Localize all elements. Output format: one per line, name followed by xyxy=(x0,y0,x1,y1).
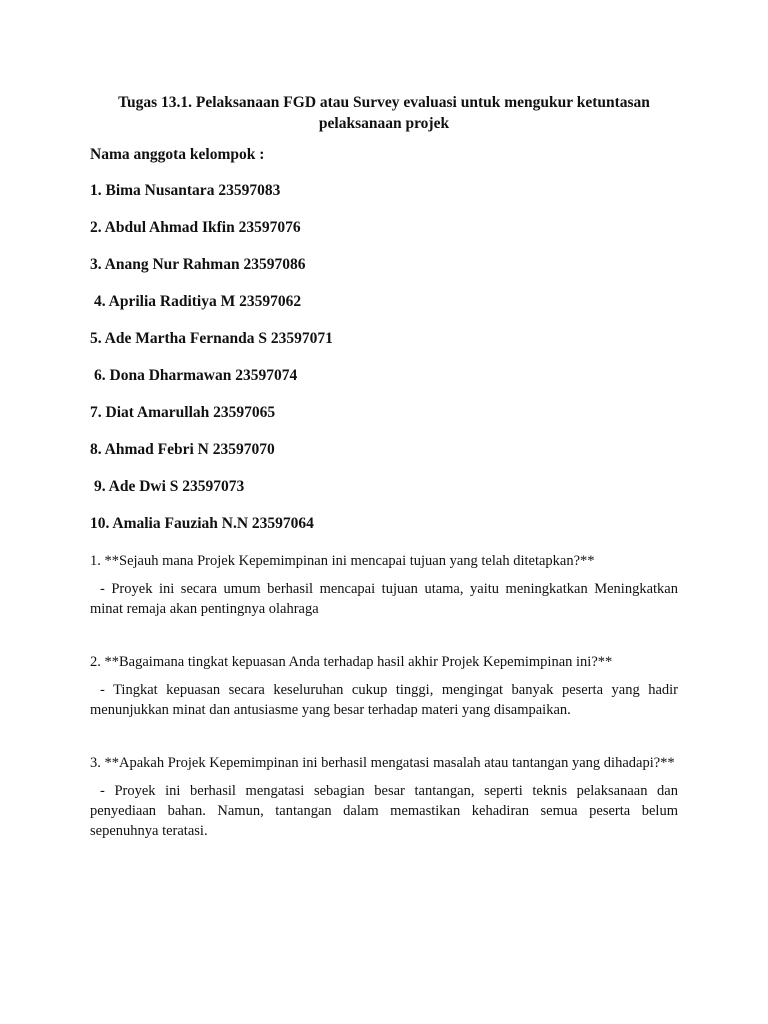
members-label: Nama anggota kelompok : xyxy=(90,146,265,163)
qa-block xyxy=(90,551,678,619)
qa-block xyxy=(90,652,678,720)
question-text: 2. **Bagaimana tingkat kepuasan Anda terhadap hasil akhir Projek Kepemimpinan ini?** xyxy=(90,654,613,670)
document-title: Tugas 13.1. Pelaksanaan FGD atau Survey evaluasi untuk mengukur ketuntasan pelaksanaan projek xyxy=(118,94,650,132)
member-item: 5. Ade Martha Fernanda S 23597071 xyxy=(90,330,333,347)
document-page xyxy=(90,92,678,841)
answer-text: - Tingkat kepuasan secara keseluruhan cukup tinggi, mengingat banyak peserta yang hadir menunjukkan minat dan antusiasme yang besar terhadap materi yang disampaikan. xyxy=(90,682,678,718)
member-item: 6. Dona Dharmawan 23597074 xyxy=(94,367,298,384)
question-text: 1. **Sejauh mana Projek Kepemimpinan ini mencapai tujuan yang telah ditetapkan?** xyxy=(90,553,595,569)
member-item: 10. Amalia Fauziah N.N 23597064 xyxy=(90,515,314,532)
member-item: 7. Diat Amarullah 23597065 xyxy=(90,404,276,421)
answer-text: - Proyek ini secara umum berhasil mencapai tujuan utama, yaitu meningkatkan Meningkatkan minat remaja akan pentingnya olahraga xyxy=(90,581,678,617)
member-item: 1. Bima Nusantara 23597083 xyxy=(90,182,281,199)
member-item: 4. Aprilia Raditiya M 23597062 xyxy=(94,293,302,310)
member-item: 3. Anang Nur Rahman 23597086 xyxy=(90,256,306,273)
member-item: 9. Ade Dwi S 23597073 xyxy=(94,478,245,495)
qa-block xyxy=(90,753,678,841)
member-item: 2. Abdul Ahmad Ikfin 23597076 xyxy=(90,219,301,236)
question-text: 3. **Apakah Projek Kepemimpinan ini berhasil mengatasi masalah atau tantangan yang dihadapi?** xyxy=(90,755,675,771)
members-list xyxy=(90,181,678,534)
answer-text: - Proyek ini berhasil mengatasi sebagian besar tantangan, seperti teknis pelaksanaan dan penyediaan bahan. Namun, tantangan dalam memastikan kehadiran semua peserta belum sepenuhnya teratasi. xyxy=(90,783,678,839)
member-item: 8. Ahmad Febri N 23597070 xyxy=(90,441,275,458)
